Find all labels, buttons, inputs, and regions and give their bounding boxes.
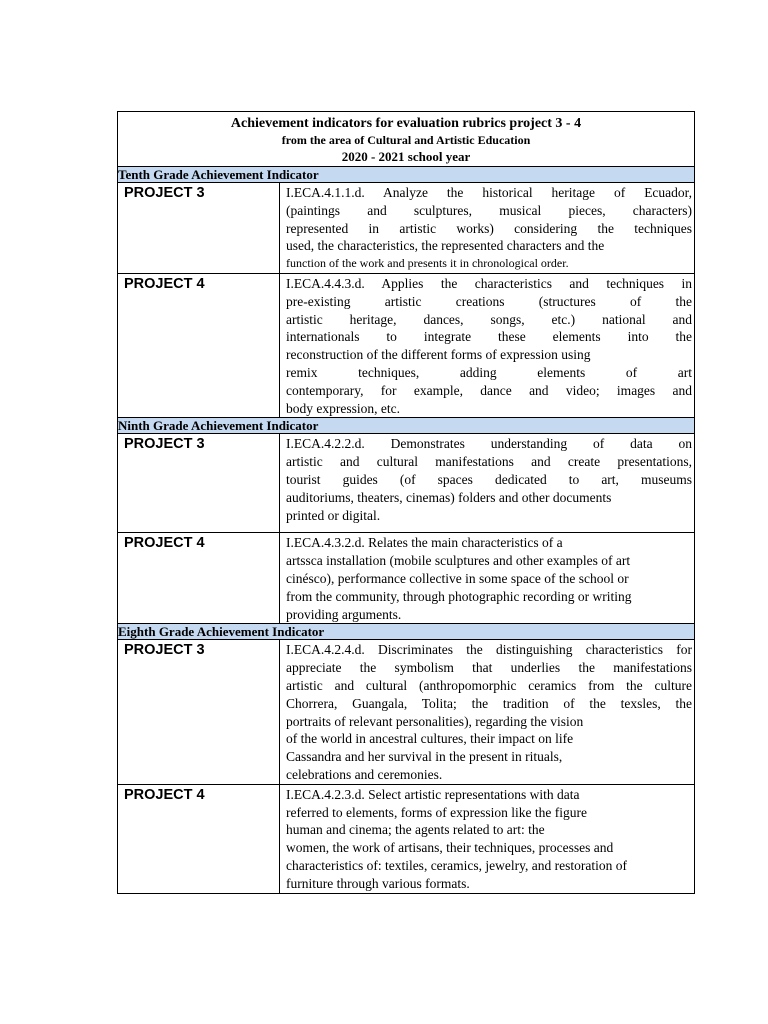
indicator-line: I.ECA.4.4.3.d. Applies the characteristics and techniques in — [286, 275, 692, 291]
indicator-line: contemporary, for example, dance and video; images and — [286, 382, 692, 398]
indicator-line: tourist guides (of spaces dedicated to art, museums — [286, 471, 692, 487]
project-label: PROJECT 4 — [118, 784, 280, 893]
grade-label: Tenth Grade Achievement Indicator — [118, 167, 695, 183]
school-year: 2020 - 2021 school year — [341, 149, 471, 164]
indicator-line: auditoriums, theaters, cinemas) folders and other documents — [286, 489, 612, 505]
indicator-line: used, the characteristics, the represented characters and the — [286, 238, 605, 254]
indicator-line: reconstruction of the different forms of expression using — [286, 347, 591, 363]
indicator-line: portraits of relevant personalities), regarding the vision — [286, 713, 584, 729]
project-label: PROJECT 4 — [118, 533, 280, 624]
indicator-line: pre-existing artistic creations (structures of the — [286, 293, 692, 309]
project-row — [118, 640, 695, 784]
indicator-line: from the community, through photographic recording or writing — [286, 588, 632, 604]
indicator-line: artistic heritage, dances, songs, etc.) national and — [286, 311, 692, 327]
indicator-line: I.ECA.4.2.4.d. Discriminates the distinguishing characteristics for — [286, 642, 692, 658]
project-label: PROJECT 4 — [118, 273, 280, 417]
indicator-line: function of the work and presents it in chronological order. — [286, 256, 569, 271]
indicator-line: referred to elements, forms of expression like the figure — [286, 804, 588, 820]
grade-header-row — [118, 624, 695, 640]
indicator-line: artssca installation (mobile sculptures and other examples of art — [286, 553, 631, 569]
indicator-line: I.ECA.4.2.2.d. Demonstrates understanding of data on — [286, 436, 692, 452]
header-row — [118, 112, 695, 167]
project-row — [118, 183, 695, 274]
indicator-line: of the world in ancestral cultures, their impact on life — [286, 731, 574, 747]
project-label: PROJECT 3 — [118, 183, 280, 274]
project-label: PROJECT 3 — [118, 640, 280, 784]
indicator-line: appreciate the symbolism that underlies the manifestations — [286, 660, 692, 676]
project-row — [118, 434, 695, 533]
project-row — [118, 533, 695, 624]
grade-label: Ninth Grade Achievement Indicator — [118, 418, 695, 434]
indicator-line: I.ECA.4.2.3.d. Select artistic representations with data — [286, 786, 580, 802]
indicator-line: Chorrera, Guangala, Tolita; the tradition of the texsles, the — [286, 695, 692, 711]
indicator-line: internationals to integrate these elements into the — [286, 329, 692, 345]
indicator-line: (paintings and sculptures, musical pieces, characters) — [286, 202, 692, 218]
indicator-text — [280, 533, 695, 624]
indicator-line: I.ECA.4.3.2.d. Relates the main characteristics of a — [286, 535, 563, 551]
indicator-line: providing arguments. — [286, 606, 402, 622]
grade-label: Eighth Grade Achievement Indicator — [118, 624, 695, 640]
rubric-table — [117, 111, 695, 894]
project-label: PROJECT 3 — [118, 434, 280, 533]
grade-header-row — [118, 418, 695, 434]
header-cell — [118, 112, 695, 167]
indicator-line: printed or digital. — [286, 507, 381, 523]
indicator-line: cinésco), performance collective in some space of the school or — [286, 570, 629, 586]
document-title: Achievement indicators for evaluation rubrics project 3 - 4 — [230, 116, 582, 131]
project-row — [118, 273, 695, 417]
indicator-text — [280, 640, 695, 784]
grade-header-row — [118, 167, 695, 183]
indicator-line: Cassandra and her survival in the present in rituals, — [286, 749, 563, 765]
project-row — [118, 784, 695, 893]
indicator-line: human and cinema; the agents related to art: the — [286, 822, 545, 838]
indicator-text — [280, 183, 695, 274]
indicator-line: characteristics of: textiles, ceramics, jewelry, and restoration of — [286, 857, 627, 873]
indicator-line: remix techniques, adding elements of art — [286, 364, 692, 380]
indicator-line: celebrations and ceremonies. — [286, 766, 443, 782]
document-subtitle: from the area of Cultural and Artistic Education — [281, 133, 531, 147]
indicator-text — [280, 434, 695, 533]
indicator-line: furniture through various formats. — [286, 875, 470, 891]
indicator-line: represented in artistic works) considering the techniques — [286, 220, 692, 236]
indicator-line: artistic and cultural manifestations and create presentations, — [286, 454, 692, 470]
indicator-line: artistic and cultural (anthropomorphic ceramics from the culture — [286, 677, 692, 693]
indicator-text — [280, 784, 695, 893]
indicator-text — [280, 273, 695, 417]
indicator-line: women, the work of artisans, their techniques, processes and — [286, 840, 614, 856]
indicator-line: I.ECA.4.1.1.d. Analyze the historical heritage of Ecuador, — [286, 185, 692, 200]
indicator-line: body expression, etc. — [286, 400, 400, 416]
